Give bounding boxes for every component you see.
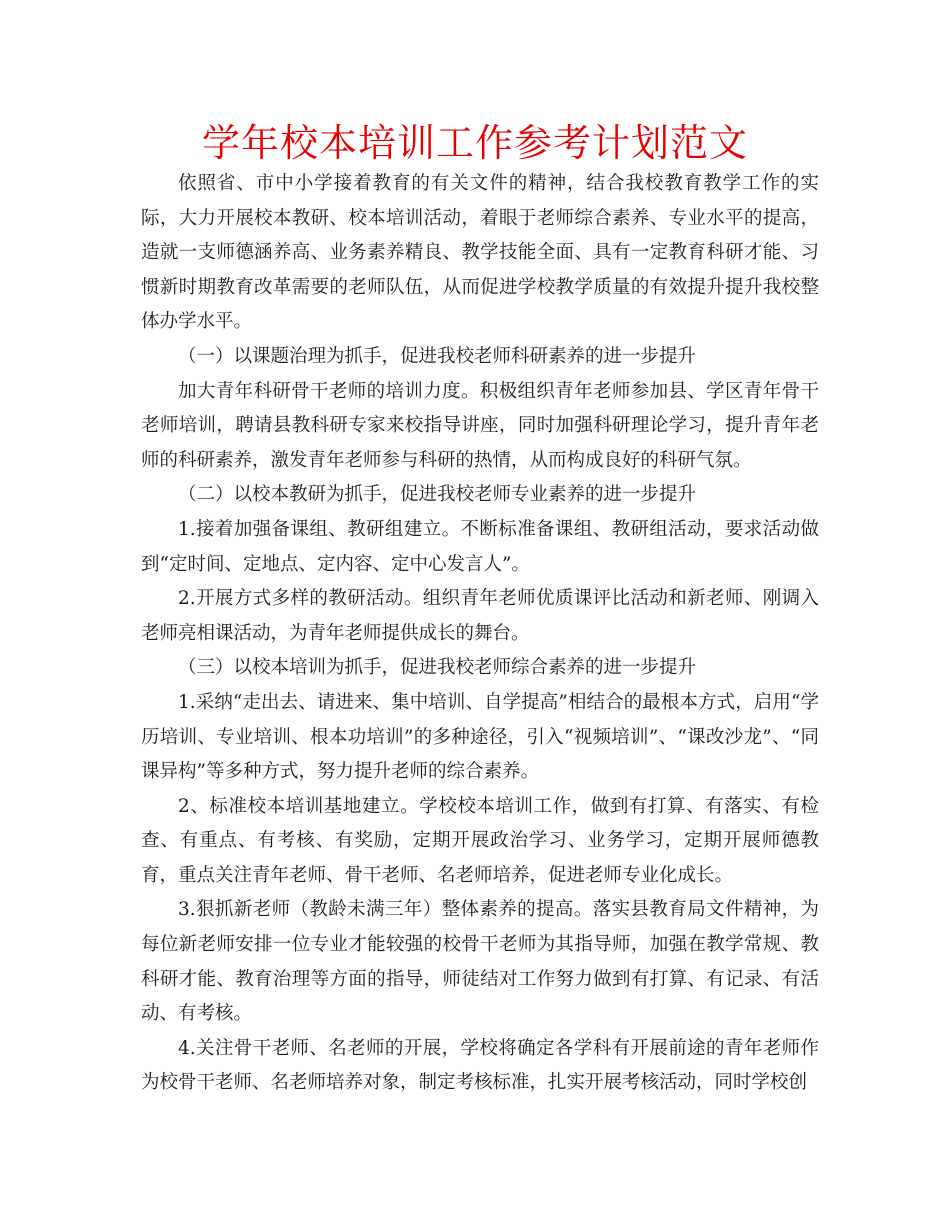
paragraph: 2.开展方式多样的教研活动。组织青年老师优质课评比活动和新老师、刚调入老师亮相课活动，为青年老师提供成长的舞台。: [141, 588, 819, 644]
document-body: [141, 167, 819, 1101]
paragraph: 3.狠抓新老师（教龄未满三年）整体素养的提高。落实县教育局文件精神，为每位新老师安排一位专业才能较强的校骨干老师为其指导师，加强在教学常规、教科研才能、教育治理等方面的指导，师徒结对工作努力做到有打算、有记录、有活动、有考核。: [141, 899, 819, 1025]
paragraph: 加大青年科研骨干老师的培训力度。积极组织青年老师参加县、学区青年骨干老师培训，聘请县教科研专家来校指导讲座，同时加强科研理论学习，提升青年老师的科研素养，激发青年老师参与科研的热情，从而构成良好的科研气氛。: [141, 380, 819, 471]
section-heading-1: （一）以课题治理为抓手，促进我校老师科研素养的进一步提升: [178, 345, 697, 367]
paragraph: 1.接着加强备课组、教研组建立。不断标准备课组、教研组活动，要求活动做到“定时间、定地点、定内容、定中心发言人”。: [141, 518, 819, 575]
document-title: 学年校本培训工作参考计划范文: [201, 121, 748, 165]
section-heading-3: （三）以校本培训为抓手，促进我校老师综合素养的进一步提升: [178, 657, 697, 679]
section-heading-2: （二）以校本教研为抓手，促进我校老师专业素养的进一步提升: [178, 484, 697, 506]
paragraph: 4.关注骨干老师、名老师的开展，学校将确定各学科有开展前途的青年老师作为校骨干老师、名老师培养对象，制定考核标准，扎实开展考核活动，同时学校创: [141, 1037, 819, 1094]
paragraph-intro: 依照省、市中小学接着教育的有关文件的精神，结合我校教育教学工作的实际，大力开展校本教研、校本培训活动，着眼于老师综合素养、专业水平的提高，造就一支师德涵养高、业务素养精良、教学技能全面、具有一定教育科研才能、习惯新时期教育改革需要的老师队伍，从而促进学校教学质量的有效提升提升我校整体办学水平。: [141, 173, 819, 333]
paragraph: 1.采纳“走出去、请进来、集中培训、自学提高”相结合的最根本方式，启用“学历培训、专业培训、根本功培训”的多种途径，引入“视频培训”、“课改沙龙”、“同课异构”等多种方式，努力提升老师的综合素养。: [141, 691, 819, 783]
paragraph: 2、标准校本培训基地建立。学校校本培训工作，做到有打算、有落实、有检查、有重点、有考核、有奖励，定期开展政治学习、业务学习，定期开展师德教育，重点关注青年老师、骨干老师、名老师培养，促进老师专业化成长。: [141, 795, 819, 886]
